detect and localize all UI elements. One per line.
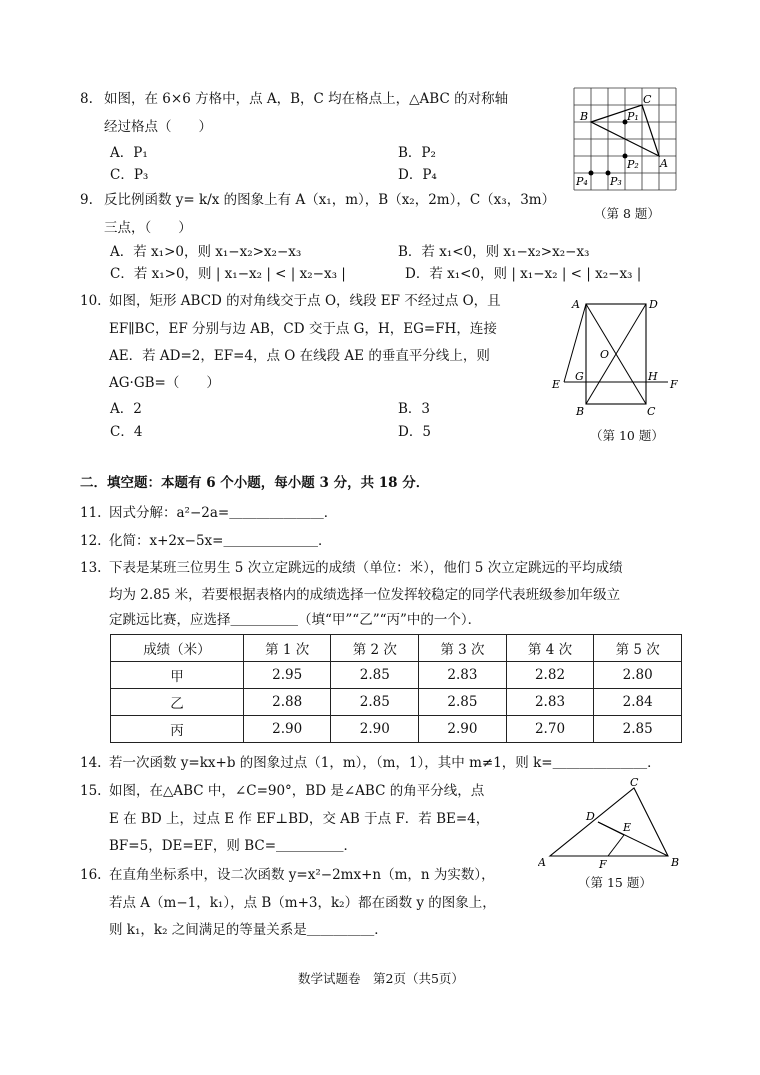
- q8-option-a: A．P₁: [110, 145, 148, 161]
- q14-number: 14.: [80, 755, 102, 771]
- label-p2: P₂: [627, 158, 639, 171]
- q15-line3: BF=5，DE=EF，则 BC=＿＿＿＿＿．: [109, 838, 358, 854]
- triangle-abc: [550, 788, 668, 856]
- table-cell: 2.83: [506, 689, 594, 716]
- table-cell: 2.80: [594, 662, 682, 689]
- q9-option-b: B．若 x₁<0，则 x₁−x₂>x₂−x₃: [398, 244, 590, 260]
- table-cell: 2.85: [331, 662, 419, 689]
- table-row: [111, 716, 682, 743]
- q13-line3: 定跳远比赛，应选择＿＿＿＿＿（填“甲”“乙”“丙”中的一个）．: [109, 612, 482, 628]
- q8-grid-figure: [568, 86, 688, 196]
- segment-de: [598, 822, 624, 835]
- q11-text: 因式分解：a²−2a=＿＿＿＿＿＿＿．: [109, 505, 338, 521]
- q10-line3: AE．若 AD=2，EF=4，点 O 在线段 AE 的垂直平分线上，则: [109, 348, 490, 364]
- q10-number: 10.: [80, 293, 102, 309]
- label-h: H: [648, 370, 658, 383]
- table-row: [111, 689, 682, 716]
- label-p3: P₃: [610, 175, 622, 188]
- page-footer: 数学试题卷 第2页（共5页）: [298, 971, 464, 986]
- q10-line1: 如图，矩形 ABCD 的对角线交于点 O，线段 EF 不经过点 O，且: [109, 293, 501, 309]
- scores-table: [110, 634, 682, 743]
- label-b: B: [580, 110, 589, 123]
- q15-line1: 如图，在△ABC 中，∠C=90°，BD 是∠ABC 的角平分线，点: [109, 783, 485, 799]
- table-cell: 丙: [111, 716, 244, 743]
- table-cell: 2.70: [506, 716, 594, 743]
- table-cell: 2.95: [243, 662, 331, 689]
- q12-number: 12.: [80, 533, 102, 549]
- label-e: E: [623, 821, 632, 834]
- q9-option-c: C．若 x₁>0，则 | x₁−x₂ | < | x₂−x₃ |: [110, 266, 346, 282]
- table-cell: 2.90: [243, 716, 331, 743]
- table-cell: 2.83: [419, 662, 507, 689]
- label-c: C: [630, 776, 639, 789]
- q9-option-a: A．若 x₁>0，则 x₁−x₂>x₂−x₃: [110, 244, 302, 260]
- q8-line2: 经过格点（ ）: [104, 119, 212, 135]
- q10-option-a: A．2: [110, 401, 142, 417]
- label-e: E: [552, 378, 561, 391]
- q9-number: 9.: [80, 192, 93, 208]
- q11-number: 11.: [80, 505, 102, 521]
- q8-figure-caption: （第 8 题）: [594, 206, 660, 221]
- q14-text: 若一次函数 y=kx+b 的图象过点（1，m），（m，1），其中 m≠1，则 k=＿＿＿＿＿＿＿．: [109, 755, 661, 771]
- table-header: 第 5 次: [594, 635, 682, 662]
- q16-number: 16.: [80, 867, 102, 883]
- label-c: C: [647, 405, 656, 418]
- table-header: 第 1 次: [243, 635, 331, 662]
- table-cell: 2.90: [331, 716, 419, 743]
- q16-line1: 在直角坐标系中，设二次函数 y=x²−2mx+n（m，n 为实数），: [109, 867, 495, 883]
- table-header-row: [111, 635, 682, 662]
- label-f: F: [599, 858, 607, 871]
- label-a: A: [572, 298, 580, 311]
- table-cell: 2.90: [419, 716, 507, 743]
- q13-line1: 下表是某班三位男生 5 次立定跳远的成绩（单位：米），他们 5 次立定跳远的平均成绩: [109, 560, 623, 576]
- table-header: 成绩（米）: [111, 635, 244, 662]
- q8-line1: 如图，在 6×6 方格中，点 A，B，C 均在格点上，△ABC 的对称轴: [104, 91, 509, 107]
- label-p1: P₁: [627, 110, 639, 123]
- q8-number: 8.: [80, 91, 93, 107]
- q10-rectangle-figure: [548, 292, 688, 420]
- segment-ef: [608, 835, 624, 856]
- table-row: [111, 662, 682, 689]
- section-fill-in-title: 二．填空题：本题有 6 个小题，每小题 3 分，共 18 分．: [80, 475, 430, 491]
- table-cell: 乙: [111, 689, 244, 716]
- table-cell: 2.85: [594, 716, 682, 743]
- q10-line4: AG·GB=（ ）: [109, 375, 220, 391]
- label-d: D: [586, 810, 595, 823]
- q9-option-d: D．若 x₁<0，则 | x₁−x₂ | < | x₂−x₃ |: [405, 266, 642, 282]
- label-o: O: [600, 348, 610, 361]
- table-header: 第 4 次: [506, 635, 594, 662]
- label-b: B: [671, 856, 680, 869]
- label-f: F: [670, 378, 678, 391]
- q10-option-c: C．4: [110, 424, 143, 440]
- label-a: A: [538, 856, 546, 869]
- label-d: D: [649, 298, 658, 311]
- q13-number: 13.: [80, 560, 102, 576]
- q15-figure-caption: （第 15 题）: [578, 875, 652, 890]
- q15-triangle-figure: [538, 776, 688, 872]
- q16-line3: 则 k₁，k₂ 之间满足的等量关系是＿＿＿＿＿．: [109, 922, 388, 938]
- q8-option-d: D．P₄: [398, 167, 437, 183]
- table-cell: 甲: [111, 662, 244, 689]
- q15-number: 15.: [80, 783, 102, 799]
- q16-line2: 若点 A（m−1，k₁），点 B（m+3，k₂）都在函数 y 的图象上，: [109, 895, 496, 911]
- label-a: A: [660, 157, 668, 170]
- q10-option-b: B．3: [398, 401, 431, 417]
- q8-option-c: C．P₃: [110, 167, 149, 183]
- q10-option-d: D．5: [398, 424, 431, 440]
- table-cell: 2.85: [419, 689, 507, 716]
- label-p4: P₄: [576, 175, 588, 188]
- table-cell: 2.84: [594, 689, 682, 716]
- q9-line1: 反比例函数 y= k/x 的图象上有 A（x₁，m），B（x₂，2m），C（x₃，3m）: [104, 192, 556, 208]
- label-b: B: [576, 405, 585, 418]
- table-header: 第 3 次: [419, 635, 507, 662]
- q9-line2: 三点，（ ）: [104, 220, 192, 236]
- table-cell: 2.88: [243, 689, 331, 716]
- label-g: G: [575, 370, 584, 383]
- q10-line2: EF∥BC，EF 分别与边 AB，CD 交于点 G，H，EG=FH，连接: [109, 321, 497, 337]
- q12-text: 化简：x+2x−5x=＿＿＿＿＿＿＿．: [109, 533, 332, 549]
- table-cell: 2.82: [506, 662, 594, 689]
- q10-figure-caption: （第 10 题）: [590, 428, 664, 443]
- q8-option-b: B．P₂: [398, 145, 436, 161]
- label-c: C: [643, 93, 652, 106]
- table-header: 第 2 次: [331, 635, 419, 662]
- q15-line2: E 在 BD 上，过点 E 作 EF⊥BD，交 AB 于点 F．若 BE=4，: [109, 811, 490, 827]
- point-p4: [589, 171, 594, 176]
- q13-line2: 均为 2.85 米，若要根据表格内的成绩选择一位发挥较稳定的同学代表班级参加年级立: [109, 587, 621, 603]
- table-cell: 2.85: [331, 689, 419, 716]
